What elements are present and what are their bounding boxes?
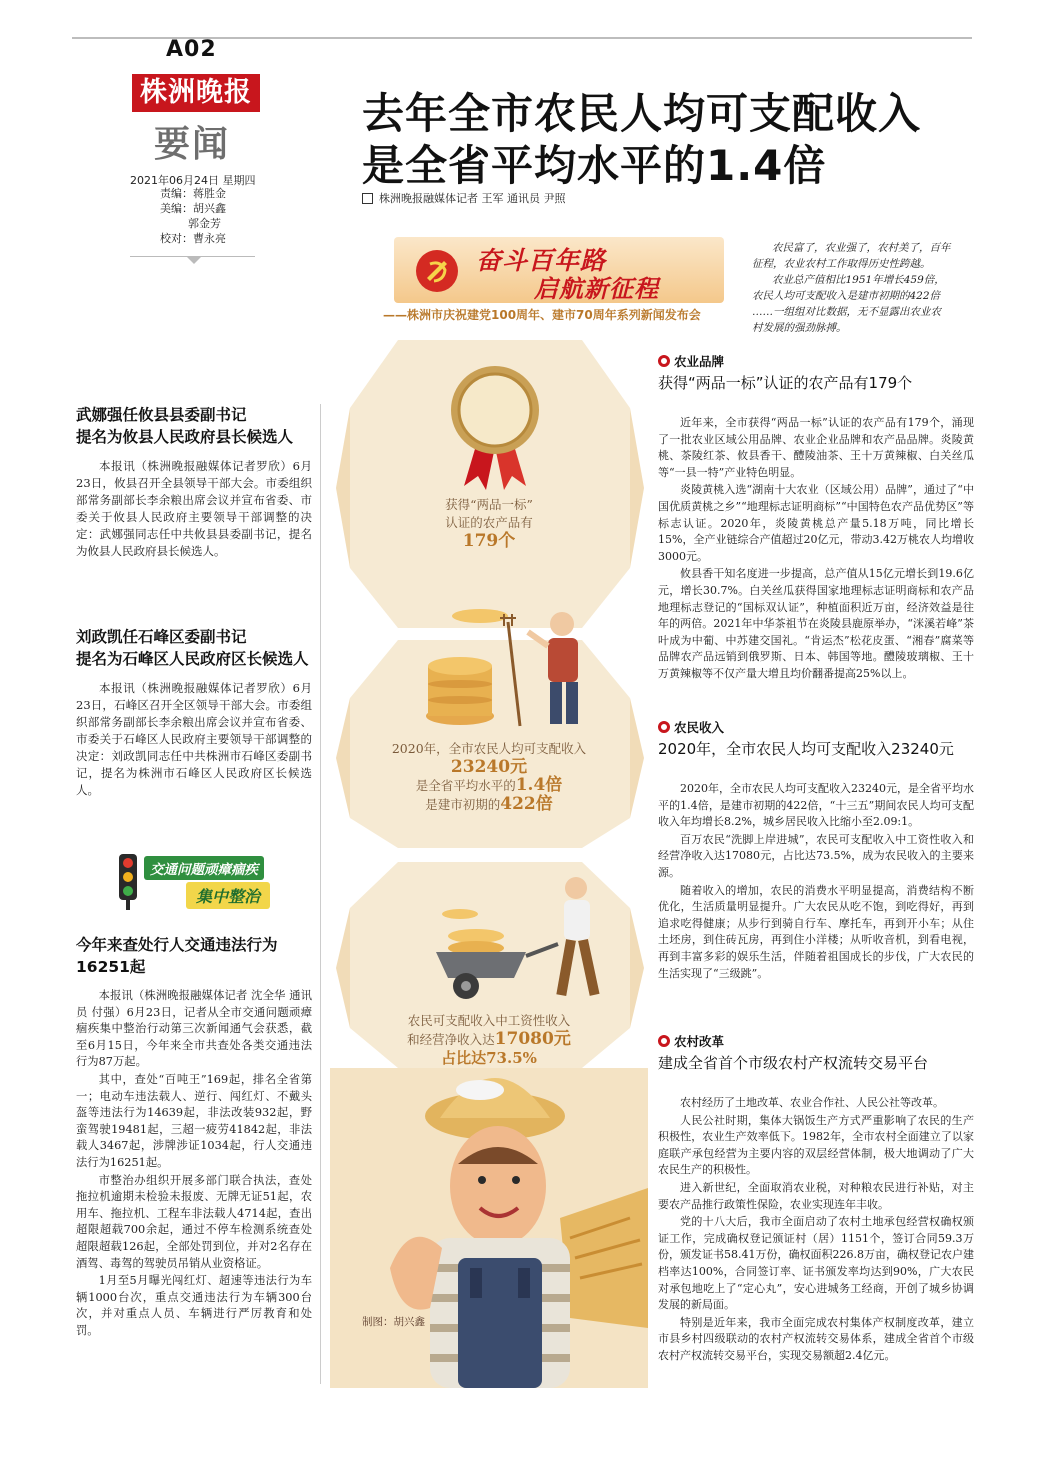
section-1-paragraph-3: 攸县香干知名度进一步提高，总产值从15亿元增长到19.6亿元，增长30.7%。白关丝瓜获得国家地理标志证明商标和农产品地理标志登记的“国标双认证”，种植面积近万亩，经济效益是往年的两倍。2021年中华茶祖节在炎陵县鹿原举办，“洣溪若峰”茶叶成为中葡、中苏建交国礼。“肯运杰”松花皮蛋、“湘春”腐菜等品牌农产品远销到俄罗斯、日本、韩国等地。醴陵玻璃椒、王十万黄辣椒等不仅产量大增且均价翻番提高25%以上。 <box>658 567 974 680</box>
section-1-paragraph-2: 炎陵黄桃入选“湖南十大农业（区域公用）品牌”，通过了“中国优质黄桃之乡”“地理标志证明商标”“中国特色农产品优势区”等标志认证。2020年，炎陵黄桃总产量5.18万吨，同比增长15%，全产业链综合产值超过20亿元，带动3.42万桃农人均增收3000元。 <box>658 483 974 563</box>
byline <box>362 190 566 206</box>
section-1-tag-label: 农业品牌 <box>674 354 725 369</box>
section-marker-icon <box>658 355 670 367</box>
section-2-tag <box>658 718 974 736</box>
section-1-subtitle: 获得“两品一标”认证的农产品有179个 <box>658 374 913 392</box>
lead-line-1: 农民富了，农业强了，农村美了，百年 <box>772 242 951 254</box>
section-1-paragraph-1: 近年来，全市获得“两品一标”认证的农产品有179个，涌现了一批农业区域公用品牌、农业企业品牌和农产品品牌。炎陵黄桃、茶陵红茶、攸县香干、醴陵油茶、王十万黄辣椒、白关丝瓜等“一县一特”产业特色明显。 <box>658 416 974 479</box>
info-3-line-2-label: 和经营净收入达 <box>407 1032 495 1047</box>
story-1-title-line-2: 提名为攸县人民政府县长候选人 <box>76 428 294 446</box>
info-2-line-2 <box>330 776 648 795</box>
section-agri-brand <box>658 352 974 683</box>
info-2-line-3-value: 422倍 <box>500 794 553 814</box>
section-2-paragraph-1: 2020年，全市农民人均可支配收入23240元，是全省平均水平的1.4倍，是建市初期的422倍，“十三五”期间农民人均可支配收入年均增长8.2%，城乡居民收入比缩小至2.09:1。 <box>658 782 974 829</box>
illustration-credit: 制图：胡兴鑫 <box>362 1316 425 1328</box>
right-column <box>658 352 974 1362</box>
info-3-line-1: 农民可支配收入中工资性收入 <box>407 1013 571 1028</box>
lead-line-5: ……一组组对比数据，无不显露出农业农 <box>752 306 941 318</box>
info-2-line-1: 2020年，全市农民人均可支配收入 <box>391 741 587 756</box>
section-marker-icon <box>658 1035 670 1047</box>
lead-line-4: 农民人均可支配收入是建市初期的422倍 <box>752 290 941 302</box>
lead-line-6: 村发展的强劲脉搏。 <box>752 322 847 334</box>
banner-subtitle: ——株洲市庆祝建党100周年、建市70周年系列新闻发布会 <box>383 308 701 322</box>
farmer-coins-illustration <box>420 596 620 736</box>
staff-designer-2: 郭金芳 <box>188 217 221 230</box>
byline-text: 株洲晚报融媒体记者 王军 通讯员 尹照 <box>379 192 566 205</box>
section-3-tag <box>658 1032 974 1050</box>
info-block-3 <box>330 1012 648 1067</box>
lead-line-2: 征程，农业农村工作取得历史性跨越。 <box>752 258 931 270</box>
farmer-portrait-illustration <box>330 1068 648 1388</box>
section-2-tag-label: 农民收入 <box>674 720 725 735</box>
info-2-line-2-label: 是全省平均水平的 <box>415 778 516 793</box>
info-block-1 <box>330 496 648 550</box>
section-marker-icon <box>658 721 670 733</box>
series-banner <box>394 237 724 303</box>
farmer-wheelbarrow-illustration <box>426 874 616 1014</box>
staff-list <box>160 186 226 246</box>
traffic-campaign-badge <box>116 852 296 912</box>
masthead-logo: 株洲晚报 <box>132 74 260 112</box>
section-2-paragraph-2: 百万农民“洗脚上岸进城”，农民可支配收入中工资性收入和经营净收入达17080元，占比达73.5%，成为农民收入的主要来源。 <box>658 832 974 879</box>
story-1-title <box>76 404 312 448</box>
section-3-tag-label: 农村改革 <box>674 1034 725 1049</box>
traffic-story-title <box>76 934 312 978</box>
staff-editor: 责编：蒋胜金 <box>160 187 226 200</box>
section-3-paragraph-4: 党的十八大后，我市全面启动了农村土地承包经营权确权颁证工作，完成确权登记颁证村（居）1151个，签订合同59.3万份，颁发证书58.41万份，确权面积226.8万亩，确权登记农户建档率达100%，合同签订率、证书颁发率均达到90%，广大农民对承包地吃上了“定心丸”，安心进城务工经商，开创了城乡协调发展的新局面。 <box>658 1215 974 1312</box>
info-2-line-3 <box>330 795 648 814</box>
banner-title-2: 启航新征程 <box>534 274 659 303</box>
divider-notch <box>186 256 202 264</box>
section-name: 要闻 <box>154 123 231 165</box>
story-1-paragraph: 本报讯（株洲晚报融媒体记者罗欣）6月23日，攸县召开全县领导干部大会。市委组织部常务副部长李余粮出席会议并宣布省委、市委关于攸县人民政府主要领导干部调整的决定：武娜强同志任中共攸县县委副书记，提名为攸县人民政府县长候选人。 <box>76 459 312 558</box>
traffic-paragraph-3: 市整治办组织开展多部门联合执法，查处拖拉机逾期未检验未报废、无牌无证51起，农用车、拖拉机、工程车非法载人4714起，查出超限超载700余起，通过不停车检测系统查处超限超载126起，全部处罚到位，并对2名存在酒驾、毒驾的驾驶员吊销从业资格证。 <box>76 1173 312 1270</box>
traffic-title-line-1: 今年来查处行人交通违法行为 <box>76 936 278 954</box>
left-column-rule <box>320 404 321 1384</box>
traffic-paragraph-2: 其中，查处“百吨王”169起，排名全省第一；电动车违法载人、逆行、闯红灯、不戴头盔等违法行为14639起，非法改装932起，野蛮驾驶19481起，三超一疲劳41842起，非法载人3467起，涉牌涉证1034起，行人交通违法行为16251起。 <box>76 1072 312 1169</box>
section-3-paragraph-1: 农村经历了土地改革、农业合作社、人民公社等改革。 <box>680 1096 944 1109</box>
story-2-title <box>76 626 312 670</box>
story-2-paragraph: 本报讯（株洲晚报融媒体记者罗欣）6月23日，石峰区召开全区领导干部大会。市委组织部常务副部长李余粮出席会议并宣布省委、市委关于石峰区人民政府主要领导干部调整的决定：刘政凯同志任中共株洲市石峰区委副书记，提名为株洲市石峰区人民政府区长候选人。 <box>76 681 312 797</box>
traffic-paragraph-4: 1月至5月曝光闯红灯、超速等违法行为车辆1000台次，重点交通违法行为车辆300台次，并对重点人员、车辆进行严厉教育和处罚。 <box>76 1274 312 1337</box>
banner-title-1: 奋斗百年路 <box>476 246 607 275</box>
section-3-paragraph-3: 进入新世纪，全面取消农业税，对种粮农民进行补贴，对主要农产品推行政策性保险，农业实现连年丰收。 <box>658 1180 974 1211</box>
sidebar-story-1 <box>76 404 312 561</box>
traffic-story <box>76 934 312 1340</box>
party-emblem-icon <box>414 248 460 294</box>
headline-line-2: 是全省平均水平的1.4倍 <box>362 141 827 190</box>
byline-box-icon <box>362 193 373 204</box>
lead-text <box>752 240 974 336</box>
section-2-paragraph-3: 随着收入的增加，农民的消费水平明显提高，消费结构不断优化，生活质量明显提升。广大农民从吃不饱，到吃得好，再到追求吃得健康；从步行到骑自行车、摩托车，再到开小车；从住土坯房，到住砖瓦房，再到住小洋楼；从听收音机，到看电视，再到丰富多彩的娱乐生活，伴随着祖国成长的步伐，广大农民的生活实现了“三级跳”。 <box>658 883 974 980</box>
lead-line-3: 农业总产值相比1951年增长459倍， <box>772 274 945 286</box>
section-3-subtitle: 建成全省首个市级农村产权流转交易平台 <box>658 1054 929 1072</box>
info-1-line-1: 获得“两品一标” <box>445 497 533 512</box>
story-1-title-line-1: 武娜强任攸县县委副书记 <box>76 406 247 424</box>
story-2-title-line-2: 提名为石峰区人民政府区长候选人 <box>76 650 309 668</box>
staff-proofreader: 校对：曹永亮 <box>160 232 226 245</box>
section-rural-reform <box>658 1032 974 1366</box>
section-farmer-income <box>658 718 974 983</box>
section-3-paragraph-2: 人民公社时期，集体大锅饭生产方式严重影响了农民的生产积极性，农业生产效率低下。1982年，全市农村全面建立了以家庭联产承包经营为主要内容的双层经营体制，极大地调动了广大农民生产的积极性。 <box>658 1113 974 1177</box>
section-3-paragraph-5: 特别是近年来，我市全面完成农村集体产权制度改革，建立市县乡村四级联动的农村产权流转交易体系，建成全省首个市级农村产权流转交易平台，实现交易额超2.4亿元。 <box>658 1315 974 1362</box>
info-1-value: 179个 <box>462 531 516 551</box>
info-2-value: 23240元 <box>450 757 528 777</box>
headline-line-1: 去年全市农民人均可支配收入 <box>362 89 922 138</box>
sidebar-story-2 <box>76 626 312 800</box>
badge-line-2: 集中整治 <box>186 882 270 909</box>
staff-designer: 美编：胡兴鑫 <box>160 202 226 215</box>
traffic-title-line-2: 16251起 <box>76 958 146 976</box>
traffic-light-icon <box>116 854 140 910</box>
headline <box>362 88 921 192</box>
info-1-line-2: 认证的农产品有 <box>445 515 533 530</box>
info-block-2 <box>330 740 648 814</box>
award-medal-icon <box>440 362 550 492</box>
badge-line-1: 交通问题顽瘴痼疾 <box>144 856 264 880</box>
infographic <box>330 328 648 1388</box>
section-2-subtitle: 2020年，全市农民人均可支配收入23240元 <box>658 740 954 758</box>
issue-date: 2021年06月24日 星期四 <box>130 174 256 187</box>
page-number: A02 <box>166 37 217 62</box>
story-2-title-line-1: 刘政凯任石峰区委副书记 <box>76 628 247 646</box>
info-3-line-3: 占比达73.5% <box>441 1049 537 1067</box>
info-3-line-2 <box>330 1030 648 1049</box>
section-1-tag <box>658 352 974 370</box>
traffic-paragraph-1: 本报讯（株洲晚报融媒体记者 沈全华 通讯员 付强）6月23日，记者从全市交通问题顽瘴痼疾集中整治行动第三次新闻通气会获悉，截至6月15日，今年来全市共查处各类交通违法行为87万起。 <box>76 989 312 1069</box>
info-2-line-2-value: 1.4倍 <box>515 775 563 795</box>
info-3-line-2-value: 17080元 <box>494 1029 571 1049</box>
info-2-line-3-label: 是建市初期的 <box>425 797 501 812</box>
